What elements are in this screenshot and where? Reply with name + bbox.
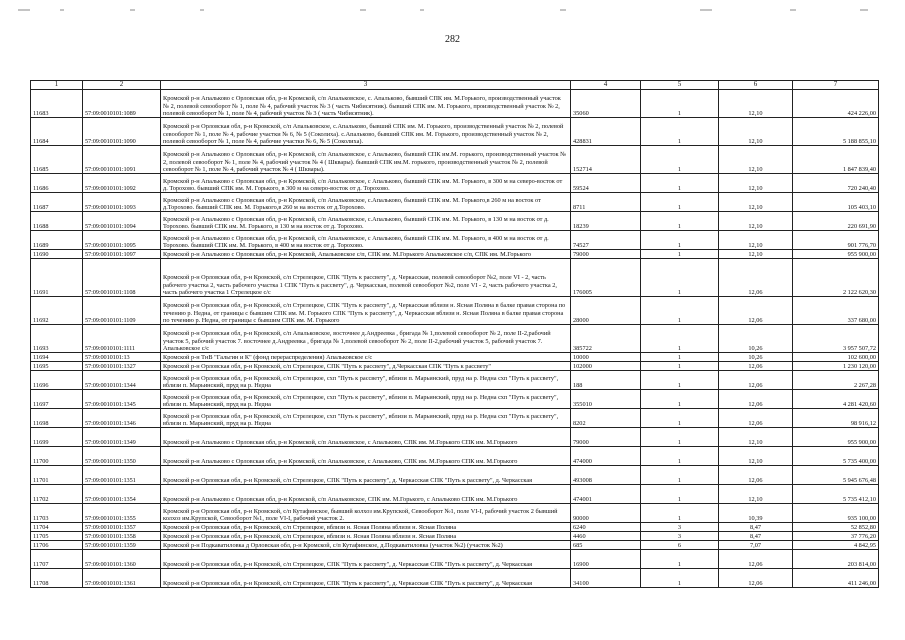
column-header: 2: [83, 81, 161, 90]
rate-value: 12,10: [719, 90, 793, 118]
cadastral-number: 57:09:0010101:1092: [83, 174, 161, 193]
location-description: Кромской р-н Орловская обл, р-н Кромской, с/п Стрелецкое, СПК "Путь к рассвету", д.Черкасская СПК "Путь к рассвету": [161, 362, 571, 371]
location-description: Кромской р-н Орловская обл, р-н Кромской, с/п Стрелецкое, вблизи н. Ясная Поляна вблизи н. Ясная Поляна: [161, 523, 571, 532]
row-id: 11698: [31, 409, 83, 428]
cadastral-number: 57:09:0010101:1097: [83, 250, 161, 259]
rate-value: 12,06: [719, 550, 793, 569]
area-value: 8202: [571, 409, 641, 428]
table-row: [31, 371, 879, 390]
sum-value: 1 847 839,40: [793, 146, 879, 174]
cadastral-number: 57:09:0010101:1359: [83, 541, 161, 550]
count-value: 1: [641, 569, 719, 588]
row-id: 11693: [31, 325, 83, 353]
count-value: 1: [641, 466, 719, 485]
sum-value: 2 122 620,30: [793, 259, 879, 297]
row-id: 11683: [31, 90, 83, 118]
count-value: 1: [641, 90, 719, 118]
sum-value: 98 916,12: [793, 409, 879, 428]
row-id: 11705: [31, 532, 83, 541]
area-value: 79000: [571, 250, 641, 259]
table-row: [31, 390, 879, 409]
table-row: [31, 250, 879, 259]
table-row: [31, 362, 879, 371]
rate-value: 12,06: [719, 259, 793, 297]
location-description: Кромской р-н Апальково с Орловская обл, р-н Кромской, с/п Апальковское, с.Апальково, бывший СПК им. М. Горького, в 130 м на восток от д. Торохово. бывший СПК им. М. Горького, в 130 м на восток от д. Торохово.: [161, 212, 571, 231]
sum-value: 411 246,00: [793, 569, 879, 588]
cadastral-number: 57:09:0010101:1355: [83, 504, 161, 523]
table-row: [31, 325, 879, 353]
location-description: Кромской р-н Апальково с Орловская обл, р-н Кромской, с/п Апальковское, с Апальково, СПК им. М.Горького СПК им. М.Горького: [161, 428, 571, 447]
count-value: 1: [641, 409, 719, 428]
cadastral-number: 57:09:0010101:1349: [83, 428, 161, 447]
table-row: [31, 428, 879, 447]
row-id: 11697: [31, 390, 83, 409]
count-value: 1: [641, 390, 719, 409]
location-description: Кромской р-н Орловская обл, р-н Кромской, с/п Стрелецкое, схп "Путь к рассвету", вблизи п. Марьинский, пруд на р. Недна схп "Путь к рассвету", вблизи п. Марьинский, пруд на р. Недна: [161, 371, 571, 390]
rate-value: 12,06: [719, 297, 793, 325]
column-header: 6: [719, 81, 793, 90]
rate-value: 10,39: [719, 504, 793, 523]
cadastral-number: 57:09:0010101:1093: [83, 193, 161, 212]
rate-value: 12,10: [719, 193, 793, 212]
cadastral-number: 57:09:0010101:1108: [83, 259, 161, 297]
sum-value: 337 680,00: [793, 297, 879, 325]
location-description: Кромской р-н Орловская обл, р-н Кромской, с/п Стрелецкое, СПК "Путь к рассвету", д. Черкасская СПК "Путь к рассвету", д. Черкасская: [161, 550, 571, 569]
rate-value: 12,06: [719, 390, 793, 409]
rate-value: 8,47: [719, 532, 793, 541]
table-row: [31, 409, 879, 428]
sum-value: 5 945 676,48: [793, 466, 879, 485]
location-description: Кромской р-н Орловская обл, р-н Кромской, с/п Кутафинское, бывший колхоз им.Крупской, Севооборот №1, поле VI-I, рабочий участок 2 бывший колхоз им.Крупской, Севооборот №1, поле VI-I, рабочий участок 2.: [161, 504, 571, 523]
area-value: 685: [571, 541, 641, 550]
rate-value: 12,10: [719, 250, 793, 259]
cadastral-number: 57:09:0010101:1361: [83, 569, 161, 588]
row-id: 11701: [31, 466, 83, 485]
column-header: 1: [31, 81, 83, 90]
location-description: Кромской р-н Апальково с Орловская обл, р-н Кромской, с/п Апальковское, с Апальково, бывший СПК им. М. Горького, в 400 м на восток от д. Торохово. бывший СПК им. М. Горького, в 400 м на восток от д. Торохово.: [161, 231, 571, 250]
row-id: 11684: [31, 118, 83, 146]
count-value: 1: [641, 146, 719, 174]
count-value: 1: [641, 193, 719, 212]
count-value: 1: [641, 174, 719, 193]
cadastral-number: 57:09:0010101:1357: [83, 523, 161, 532]
location-description: Кромской р-н Орловская обл, р-н Кромской, с/п Стрелецкое, СПК "Путь к рассвету", д. Черкасская вблизи н. Ясная Поляна в балке правая сторона по течению р. Недна, от границы с бывшим СПК им. М. Горького СПК "Путь к рассвету", д. Черкасская вблизи н. Ясная Поляна в балке правая сторона по течению р. Недна, от границы с бывшим СПК им. М. Горького: [161, 297, 571, 325]
area-value: 6240: [571, 523, 641, 532]
area-value: 79000: [571, 428, 641, 447]
sum-value: 5 188 855,10: [793, 118, 879, 146]
cadastral-number: 57:09:0010101:1327: [83, 362, 161, 371]
sum-value: 5 735 412,10: [793, 485, 879, 504]
location-description: Кромской р-н Орловская обл, р-н Кромской, с/п Стрелецкое, СПК "Путь к рассвету", д. Черкасская, полевой севооборот №2, поле VI - 2, часть рабочего участка 2, часть рабочего участка 1 СПК "Путь к рассвету", д. Черкасская, полевой севооборот №2, поле VI - 2, часть рабочего участка 2, часть рабочего участка 1 Стрелецкое с/с: [161, 259, 571, 297]
cadastral-number: 57:09:0010101:1358: [83, 532, 161, 541]
rate-value: 12,06: [719, 466, 793, 485]
sum-value: 2 267,28: [793, 371, 879, 390]
area-value: 493008: [571, 466, 641, 485]
sum-value: 4 842,95: [793, 541, 879, 550]
area-value: 474000: [571, 447, 641, 466]
table-row: [31, 466, 879, 485]
sum-value: 935 100,00: [793, 504, 879, 523]
rate-value: 12,10: [719, 212, 793, 231]
rate-value: 12,06: [719, 409, 793, 428]
row-id: 11706: [31, 541, 83, 550]
location-description: Кромской р-н Орловская обл, р-н Кромской, с/п Стрелецкое, СПК "Путь к рассвету", д. Черкасская СПК "Путь к рассвету", д. Черкасская: [161, 569, 571, 588]
scan-noise-line: [0, 4, 905, 16]
cadastral-number: 57:09:0010101:1091: [83, 146, 161, 174]
sum-value: 52 852,80: [793, 523, 879, 532]
rate-value: 10,26: [719, 353, 793, 362]
sum-value: 102 600,00: [793, 353, 879, 362]
location-description: Кромской р-н Орловская обл, р-н Кромской, с/п Стрелецкое, СПК "Путь к рассвету", д. Черкасская СПК "Путь к рассвету", д. Черкасская: [161, 466, 571, 485]
row-id: 11696: [31, 371, 83, 390]
count-value: 1: [641, 447, 719, 466]
row-id: 11685: [31, 146, 83, 174]
count-value: 1: [641, 212, 719, 231]
sum-value: 955 900,00: [793, 250, 879, 259]
row-id: 11689: [31, 231, 83, 250]
land-registry-table: [30, 80, 879, 588]
count-value: 1: [641, 231, 719, 250]
location-description: Кромской р-н Орловская обл, р-н Кромской, с/п Апальковское, восточнее д.Андреевка , бригада № 1,полевой севооборот № 2, поле II-2,рабочий участок 5, рабочий участок 7. восточнее д.Андреевка , бригада № 1,полевой севооборот № 2, поле II-2,рабочий участок 5, рабочий участок 7. Апальковское с/с: [161, 325, 571, 353]
table-row: [31, 504, 879, 523]
area-value: 4460: [571, 532, 641, 541]
cadastral-number: 57:09:0010101:1089: [83, 90, 161, 118]
count-value: 1: [641, 118, 719, 146]
count-value: 1: [641, 485, 719, 504]
area-value: 90000: [571, 504, 641, 523]
count-value: 1: [641, 297, 719, 325]
table-row: [31, 532, 879, 541]
location-description: Кромской р-н Апальково с Орловская обл, р-н Кромской, с/п Апальковское, с.Апальково, бывший СПК им. М. Горького,в 260 м на восток от д.Торохово. бывший СПК им. М. Горького,в 260 м на восток от д.Торохово.: [161, 193, 571, 212]
count-value: 1: [641, 550, 719, 569]
rate-value: 12,10: [719, 231, 793, 250]
location-description: Кромской р-н Апальково с Орловская обл, р-н Кромской, с/п Апальковское, СПК им. М.Горького, с Апальково СПК им. М.Горького: [161, 485, 571, 504]
row-id: 11703: [31, 504, 83, 523]
area-value: 474001: [571, 485, 641, 504]
area-value: 385722: [571, 325, 641, 353]
page-number: 282: [445, 34, 460, 45]
area-value: 59524: [571, 174, 641, 193]
cadastral-number: 57:09:0010101:1345: [83, 390, 161, 409]
table-row: [31, 297, 879, 325]
table-row: [31, 523, 879, 532]
sum-value: 105 403,10: [793, 193, 879, 212]
cadastral-number: 57:09:0010101:1344: [83, 371, 161, 390]
table-row: [31, 485, 879, 504]
rate-value: 12,10: [719, 174, 793, 193]
rate-value: 12,10: [719, 485, 793, 504]
column-header: 7: [793, 81, 879, 90]
table-row: [31, 447, 879, 466]
location-description: Кромской р-н Апальково с Орловская обл, р-н Кромской, Апальковское с/п, СПК им. М.Горького Апальковское с/п, СПК им. М.Горького: [161, 250, 571, 259]
area-value: 16900: [571, 550, 641, 569]
sum-value: 720 240,40: [793, 174, 879, 193]
location-description: Кромской р-н Апальково с Орловская обл, р-н Кромской, с/п Апальковское, с. Апальково, бывший СПК им. М.Горького, производственный участок № 2, полевой севооборот № 1, поле № 4, рабочий участок № 3 ( часть Чибисятник). бывший СПК им. М. Горького, производственный участок № 2, полевой севооборот № 1, поле № 4, рабочий участок № 3 ( часть Чибисятник).: [161, 90, 571, 118]
count-value: 1: [641, 259, 719, 297]
row-id: 11690: [31, 250, 83, 259]
location-description: Кромской р-н Апальково с Орловская обл, р-н Кромской, с/п Апальковское, с Апальково, бывший СПК им. М. Горького, в 300 м на северо-восток от д. Торохово. бывший СПК им. М. Горького, в 300 м на северо-восток от д. Торохово.: [161, 174, 571, 193]
location-description: Кромской р-н Орловская обл, р-н Кромской, с/п Стрелецкое, вблизи н. Ясная Поляна вблизи н. Ясная Поляна: [161, 532, 571, 541]
area-value: 8711: [571, 193, 641, 212]
row-id: 11708: [31, 569, 83, 588]
sum-value: 424 226,00: [793, 90, 879, 118]
table-row: [31, 118, 879, 146]
location-description: Кромской р-н Подкаватиловка д Орловская обл, р-н Кромской, с/п Кутафинское, д.Подкаватиловка (участок №2) (участок №2): [161, 541, 571, 550]
sum-value: 3 957 507,72: [793, 325, 879, 353]
cadastral-number: 57:09:0010101:1351: [83, 466, 161, 485]
count-value: 1: [641, 504, 719, 523]
row-id: 11695: [31, 362, 83, 371]
cadastral-number: 57:09:0010101:1111: [83, 325, 161, 353]
row-id: 11688: [31, 212, 83, 231]
area-value: 28000: [571, 297, 641, 325]
location-description: Кромской р-н Апальково с Орловская обл, р-н Кромской, с/п Апальковское, с Апальково, СПК им. М.Горького СПК им. М.Горького: [161, 447, 571, 466]
rate-value: 12,06: [719, 371, 793, 390]
sum-value: 37 776,20: [793, 532, 879, 541]
sum-value: 901 776,70: [793, 231, 879, 250]
count-value: 1: [641, 325, 719, 353]
cadastral-number: 57:09:0010101:1354: [83, 485, 161, 504]
table-row: [31, 212, 879, 231]
table-body: [31, 90, 879, 588]
row-id: 11707: [31, 550, 83, 569]
row-id: 11702: [31, 485, 83, 504]
cadastral-number: 57:09:0010101:1094: [83, 212, 161, 231]
table-row: [31, 353, 879, 362]
column-header: 4: [571, 81, 641, 90]
table-row: [31, 174, 879, 193]
table-row: [31, 550, 879, 569]
area-value: 35060: [571, 90, 641, 118]
table-row: [31, 90, 879, 118]
count-value: 1: [641, 362, 719, 371]
rate-value: 12,10: [719, 447, 793, 466]
cadastral-number: 57:09:0010101:1109: [83, 297, 161, 325]
rate-value: 12,10: [719, 428, 793, 447]
row-id: 11699: [31, 428, 83, 447]
count-value: 6: [641, 541, 719, 550]
sum-value: 220 691,90: [793, 212, 879, 231]
cadastral-number: 57:09:0010101:13: [83, 353, 161, 362]
row-id: 11704: [31, 523, 83, 532]
table-row: [31, 193, 879, 212]
count-value: 3: [641, 523, 719, 532]
row-id: 11686: [31, 174, 83, 193]
location-description: Кромской р-н Апальково с Орловская обл, р-н Кромской, с/п Апальковское, с Апальково, бывший СПК им.М. горького, производственный участок № 2, полевой севооборот № 1, поле № 4, рабочий участок № 4 ( Шквары). бывший СПК им.М. горького, производственный участок № 2, полевой севооборот № 1, поле № 4, рабочий участок № 4 ( Шквары).: [161, 146, 571, 174]
cadastral-number: 57:09:0010101:1090: [83, 118, 161, 146]
column-header: 5: [641, 81, 719, 90]
cadastral-number: 57:09:0010101:1360: [83, 550, 161, 569]
cadastral-number: 57:09:0010101:1346: [83, 409, 161, 428]
location-description: Кромской р-н Орловская обл, р-н Кромской, с/п Стрелецкое, схп "Путь к рассвету", вблизи п. Марьинский, пруд на р. Недна схп "Путь к рассвету", вблизи п. Марьинский, пруд на р. Недна: [161, 390, 571, 409]
count-value: 3: [641, 532, 719, 541]
rate-value: 7,07: [719, 541, 793, 550]
table-row: [31, 231, 879, 250]
area-value: 188: [571, 371, 641, 390]
count-value: 1: [641, 371, 719, 390]
location-description: Кромской р-н Орловская обл, р-н Кромской, с/п Стрелецкое, схп "Путь к рассвету", вблизи п. Марьинский, пруд на р. Недна схп "Путь к рассвету", вблизи п. Марьинский, пруд на р. Недна: [161, 409, 571, 428]
rate-value: 12,06: [719, 362, 793, 371]
table-header-row: [31, 81, 879, 90]
area-value: 34100: [571, 569, 641, 588]
row-id: 11691: [31, 259, 83, 297]
rate-value: 10,26: [719, 325, 793, 353]
table-row: [31, 259, 879, 297]
area-value: 176005: [571, 259, 641, 297]
area-value: 355010: [571, 390, 641, 409]
row-id: 11692: [31, 297, 83, 325]
area-value: 102000: [571, 362, 641, 371]
row-id: 11700: [31, 447, 83, 466]
count-value: 1: [641, 250, 719, 259]
sum-value: 1 230 120,00: [793, 362, 879, 371]
table-row: [31, 569, 879, 588]
area-value: 152714: [571, 146, 641, 174]
sum-value: 203 814,00: [793, 550, 879, 569]
location-description: Кромской р-н Орловская обл, р-н Кромской, с/п Апальковское, с.Апальково, бывший СПК им. М. Горького, производственный участок № 2, полевой севооборот № 1, поле № 4, рабочие участки № 6, № 5 (Соколиха). с.Апальково, бывший СПК им. М. Горького, производственный участок № 2, полевой севооборот № 1, поле № 4, рабочие участки № 6, № 5 (Соколиха).: [161, 118, 571, 146]
sum-value: 4 281 420,60: [793, 390, 879, 409]
count-value: 1: [641, 428, 719, 447]
rate-value: 12,10: [719, 146, 793, 174]
cadastral-number: 57:09:0010101:1095: [83, 231, 161, 250]
location-description: Кромской р-н ТнВ "Гальгин и К" (фонд перераспределения) Апальковское с/с: [161, 353, 571, 362]
area-value: 10000: [571, 353, 641, 362]
table-row: [31, 541, 879, 550]
table-row: [31, 146, 879, 174]
row-id: 11694: [31, 353, 83, 362]
count-value: 1: [641, 353, 719, 362]
cadastral-number: 57:09:0010101:1350: [83, 447, 161, 466]
sum-value: 955 900,00: [793, 428, 879, 447]
rate-value: 12,10: [719, 118, 793, 146]
rate-value: 8,47: [719, 523, 793, 532]
rate-value: 12,06: [719, 569, 793, 588]
row-id: 11687: [31, 193, 83, 212]
area-value: 74527: [571, 231, 641, 250]
area-value: 428831: [571, 118, 641, 146]
column-header: 3: [161, 81, 571, 90]
sum-value: 5 735 400,00: [793, 447, 879, 466]
area-value: 18239: [571, 212, 641, 231]
